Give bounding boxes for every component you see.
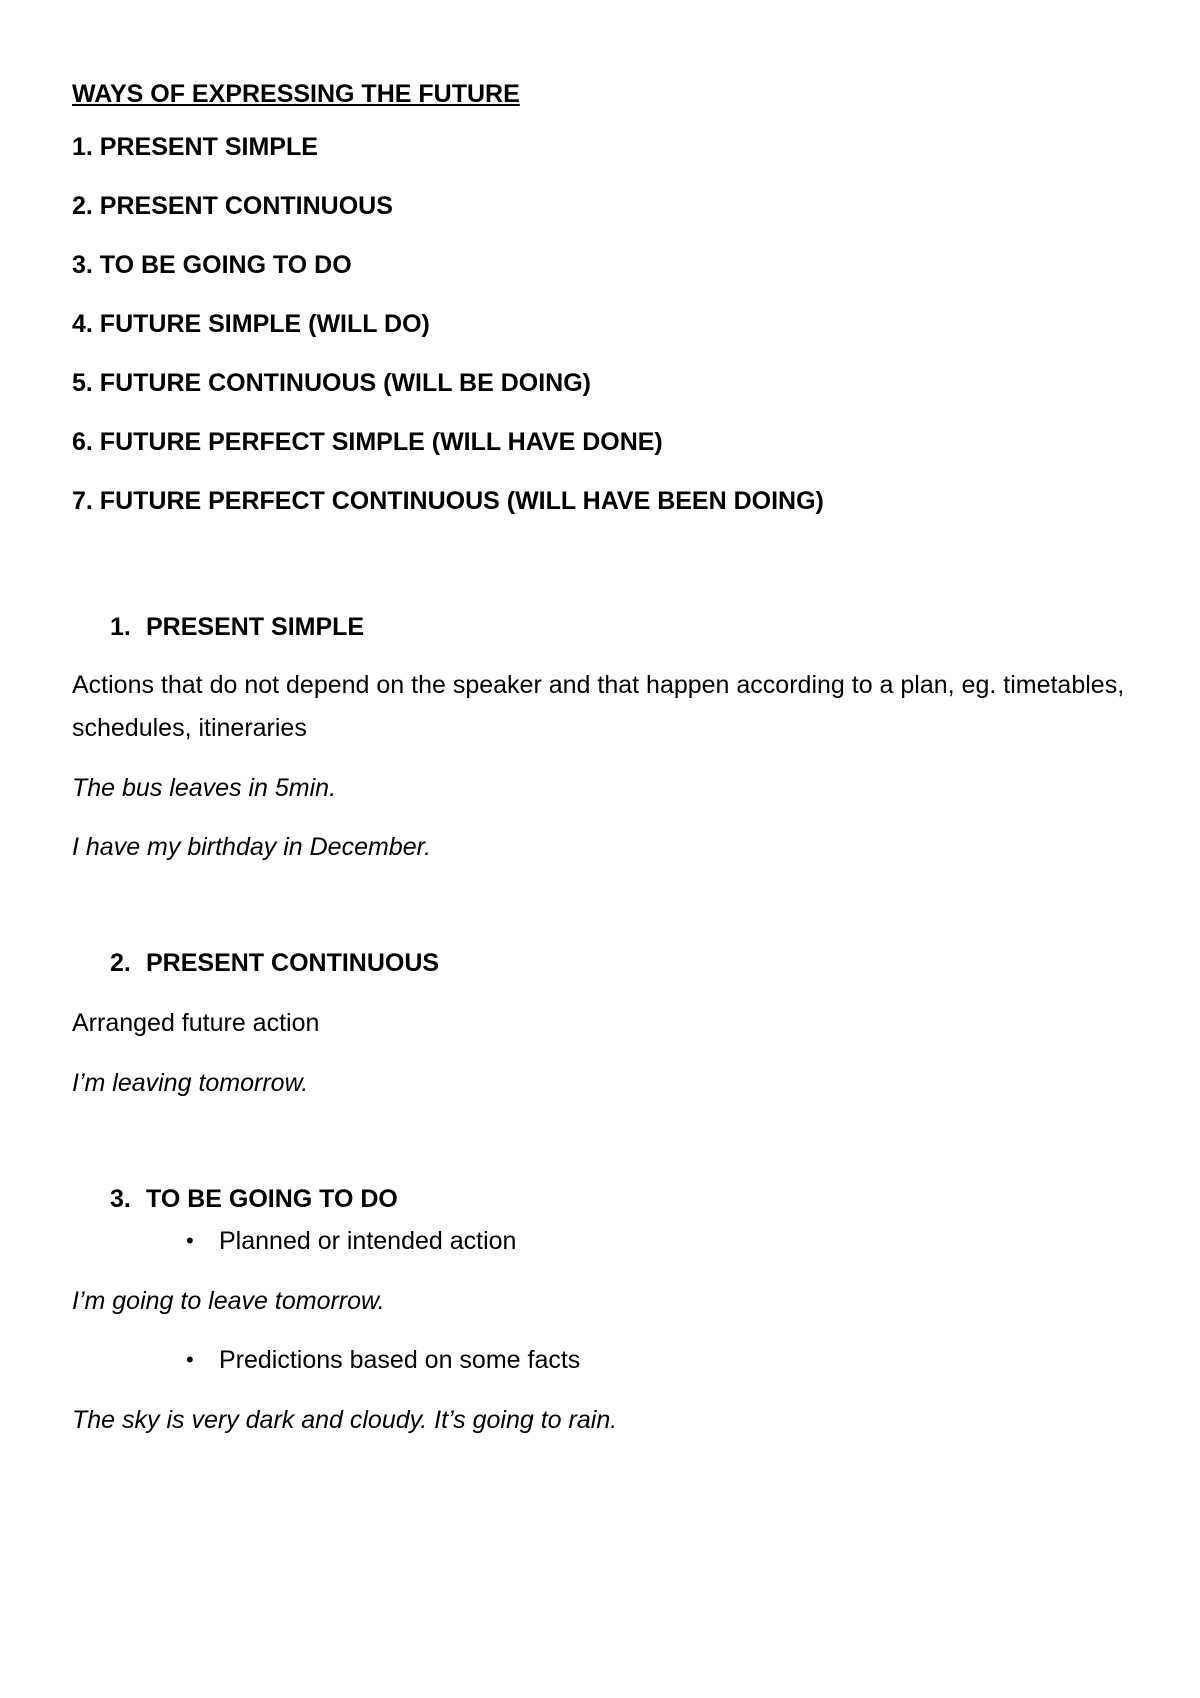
- section-heading: PRESENT SIMPLE: [146, 613, 365, 641]
- example-sentence: I’m leaving tomorrow.: [72, 1069, 309, 1097]
- example-sentence: I’m going to leave tomorrow.: [72, 1287, 385, 1315]
- toc-item-7: 7. FUTURE PERFECT CONTINUOUS (WILL HAVE BEEN DOING): [72, 487, 824, 515]
- toc-item-2: 2. PRESENT CONTINUOUS: [72, 192, 393, 220]
- example-sentence: The bus leaves in 5min.: [72, 774, 337, 802]
- bullet-text: Predictions based on some facts: [219, 1346, 581, 1374]
- section-description: Arranged future action: [72, 1009, 320, 1037]
- example-sentence: I have my birthday in December.: [72, 833, 431, 861]
- toc-item-4: 4. FUTURE SIMPLE (WILL DO): [72, 310, 430, 338]
- document-title: WAYS OF EXPRESSING THE FUTURE: [72, 80, 520, 108]
- section-heading: TO BE GOING TO DO: [146, 1185, 398, 1213]
- toc-item-3: 3. TO BE GOING TO DO: [72, 251, 352, 279]
- section-number: 2.: [110, 949, 131, 977]
- toc-item-5: 5. FUTURE CONTINUOUS (WILL BE DOING): [72, 369, 591, 397]
- bullet-icon: •: [186, 1347, 194, 1372]
- section-heading: PRESENT CONTINUOUS: [146, 949, 440, 977]
- section-number: 1.: [110, 613, 131, 641]
- section-description: Actions that do not depend on the speaker and that happen according to a plan, eg. timetables, schedules, itineraries: [72, 671, 1125, 742]
- bullet-text: Planned or intended action: [219, 1227, 517, 1255]
- bullet-icon: •: [186, 1228, 194, 1253]
- toc-item-1: 1. PRESENT SIMPLE: [72, 133, 318, 161]
- toc-item-6: 6. FUTURE PERFECT SIMPLE (WILL HAVE DONE): [72, 428, 663, 456]
- example-sentence: The sky is very dark and cloudy. It’s going to rain.: [72, 1406, 618, 1434]
- section-number: 3.: [110, 1185, 131, 1213]
